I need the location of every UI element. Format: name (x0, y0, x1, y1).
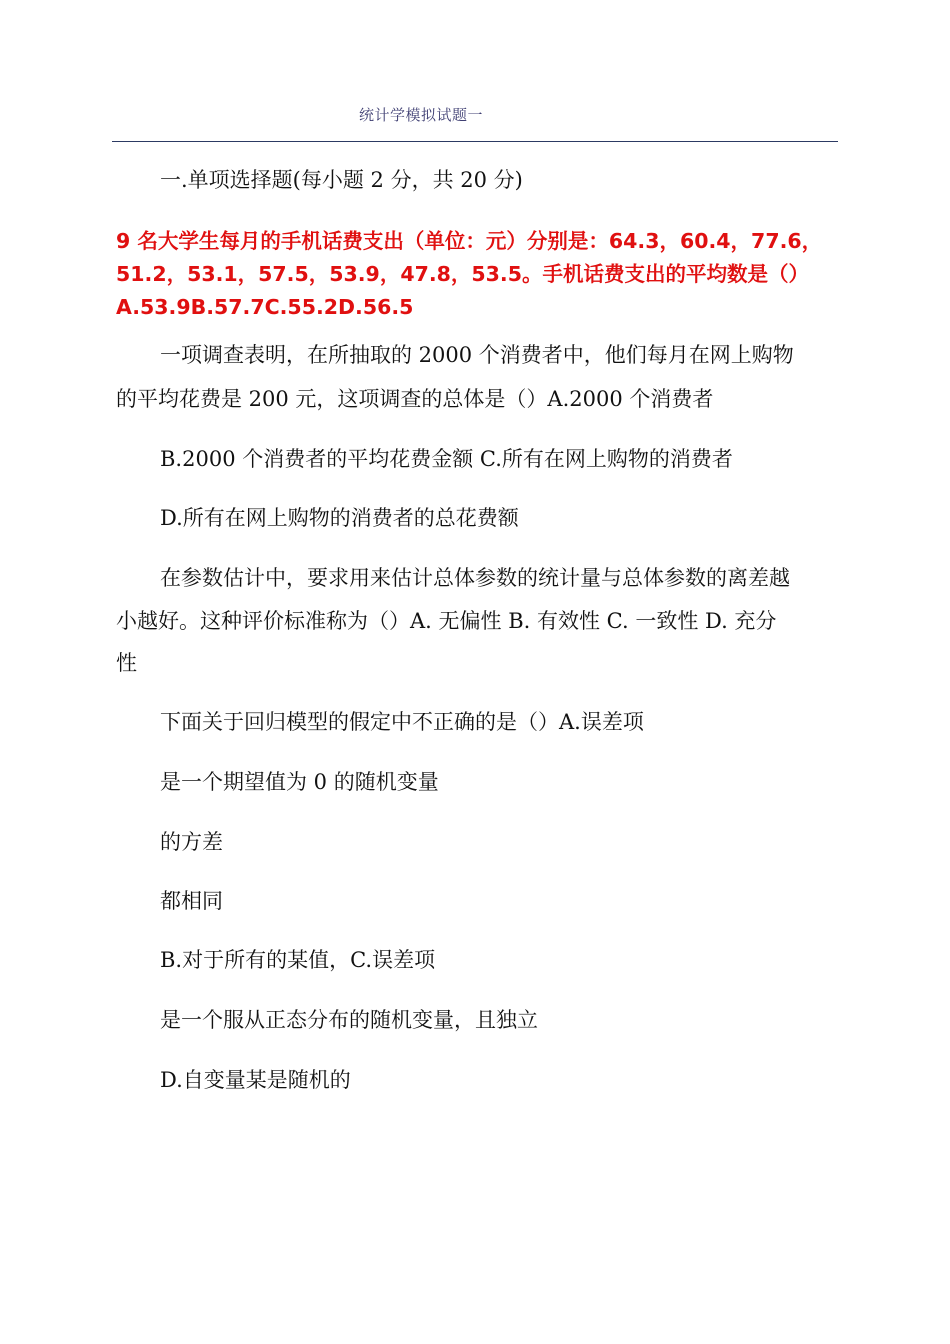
question-4-line-4: 都相同 (160, 889, 223, 913)
question-3-line-1: 在参数估计中，要求用来估计总体参数的统计量与总体参数的离差越 (160, 566, 790, 590)
section-heading: 一.单项选择题(每小题 2 分，共 20 分) (160, 168, 523, 192)
question-4-line-6: 是一个服从正态分布的随机变量，且独立 (160, 1008, 538, 1032)
question-1-options: A.53.9B.57.7C.55.2D.56.5 (116, 295, 414, 319)
question-4-line-7: D.自变量某是随机的 (160, 1068, 351, 1092)
page-header-title: 统计学模拟试题一 (358, 106, 483, 124)
question-2-line-4: D.所有在网上购物的消费者的总花费额 (160, 506, 519, 530)
question-3-line-3: 性 (116, 651, 137, 675)
question-1-line-1: 9 名大学生每月的手机话费支出（单位：元）分别是：64.3，60.4，77.6， (116, 229, 823, 253)
question-2-line-1: 一项调查表明，在所抽取的 2000 个消费者中，他们每月在网上购物 (160, 343, 794, 367)
header-divider (112, 141, 838, 142)
question-2-line-2: 的平均花费是 200 元，这项调查的总体是（）A.2000 个消费者 (116, 387, 714, 411)
question-2-line-3: B.2000 个消费者的平均花费金额 C.所有在网上购物的消费者 (160, 447, 733, 471)
question-4-line-1: 下面关于回归模型的假定中不正确的是（）A.误差项 (160, 710, 644, 734)
question-1-line-2: 51.2，53.1，57.5，53.9，47.8，53.5。手机话费支出的平均数是（） (116, 262, 809, 286)
question-4-line-2: 是一个期望值为 0 的随机变量 (160, 770, 439, 794)
question-4-line-5: B.对于所有的某值，C.误差项 (160, 948, 436, 972)
question-3-line-2: 小越好。这种评价标准称为（）A. 无偏性 B. 有效性 C. 一致性 D. 充分 (116, 609, 777, 633)
question-4-line-3: 的方差 (160, 830, 223, 854)
